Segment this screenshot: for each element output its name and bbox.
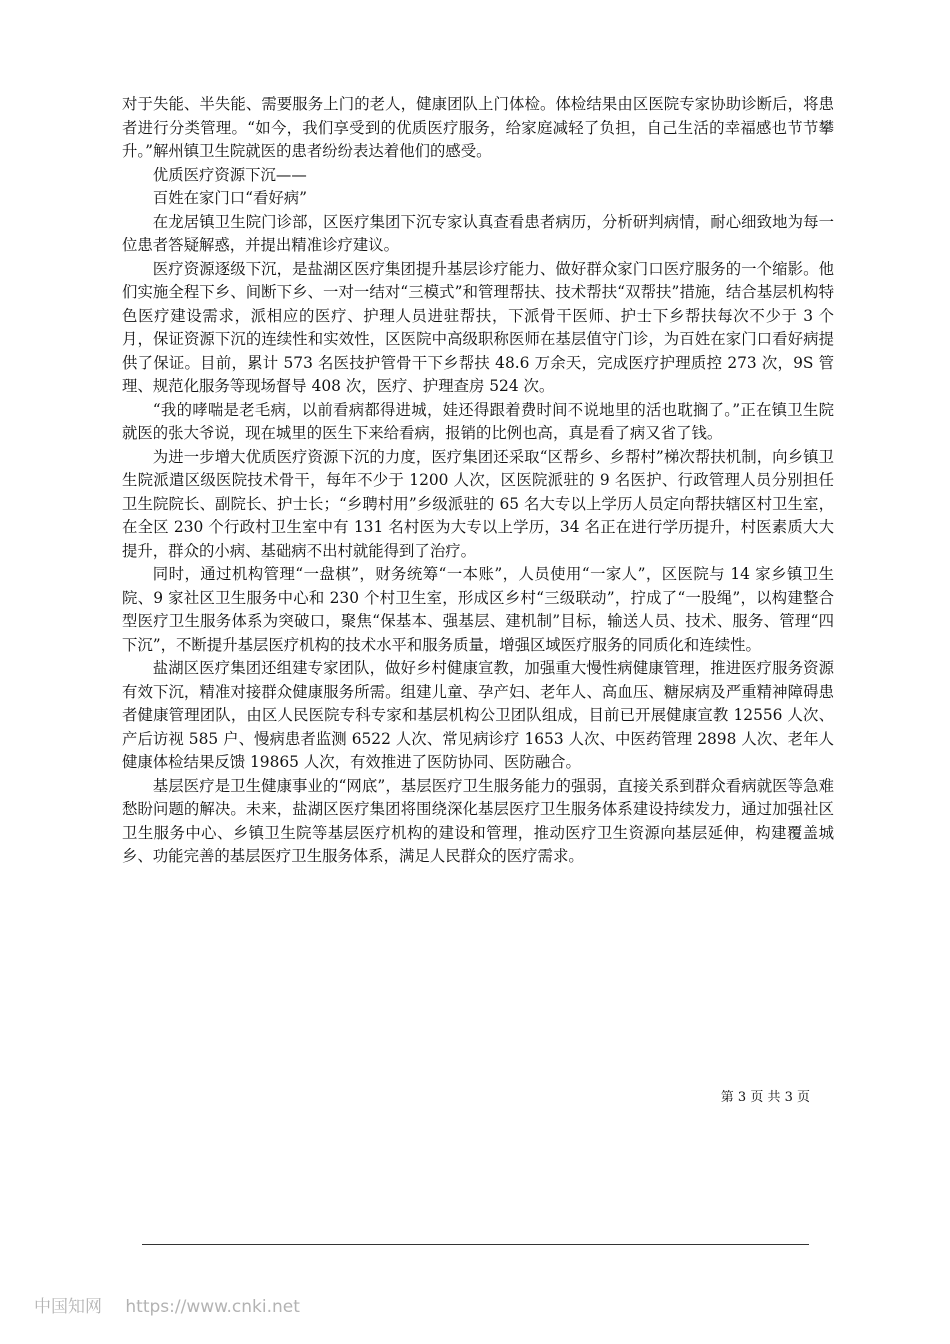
section-heading-line-2: 百姓在家门口“看好病”: [152, 189, 308, 207]
paragraph-7: 为进一步增大优质医疗资源下沉的力度，医疗集团还采取“区帮乡、乡帮村”梯次帮扶机制，向乡镇卫生院派遣区级医院技术骨干，每年不少于 1200 人次，区医院派驻的 9 名医护、行政管理人员分别担任卫生院院长、副院长、护士长；“乡聘村用”乡级派驻的 65 名大专以上学历人员定向帮扶辖区村卫生室，在全区 230 个行政村卫生室中有 131 名村医为大专以上学历，34 名正在进行学历提升，村医素质大大提升，群众的小病、基础病不出村就能得到了治疗。: [122, 447, 834, 560]
paragraph-8: 同时，通过机构管理“一盘棋”，财务统筹“一本账”，人员使用“一家人”，区医院与 14 家乡镇卫生院、9 家社区卫生服务中心和 230 个村卫生室，形成区乡村“三级联动”，拧成了“一股绳”，以构建整合型医疗卫生服务体系为突破口，聚焦“保基本、强基层、建机制”目标，输送人员、技术、服务、管理“四下沉”，不断提升基层医疗机构的技术水平和服务质量，增强区域医疗服务的同质化和连续性。: [122, 565, 834, 654]
paragraph-10: 基层医疗是卫生健康事业的“网底”，基层医疗卫生服务能力的强弱，直接关系到群众看病就医等急难愁盼问题的解决。未来，盐湖区医疗集团将围绕深化基层医疗卫生服务体系建设持续发力，通过加强社区卫生服务中心、乡镇卫生院等基层医疗机构的建设和管理，推动医疗卫生资源向基层延伸，构建覆盖城乡、功能完善的基层医疗卫生服务体系，满足人民群众的医疗需求。: [122, 776, 834, 865]
watermark-url: https://www.cnki.net: [125, 1297, 300, 1317]
paragraph-5: 医疗资源逐级下沉，是盐湖区医疗集团提升基层诊疗能力、做好群众家门口医疗服务的一个缩影。他们实施全程下乡、间断下乡、一对一结对“三模式”和管理帮扶、技术帮扶“双帮扶”措施，结合基层机构特色医疗建设需求，派相应的医疗、护理人员进驻帮扶，下派骨干医师、护士下乡帮扶每次不少于 3 个月，保证资源下沉的连续性和实效性，区医院中高级职称医师在基层值守门诊，为百姓在家门口看好病提供了保证。目前，累计 573 名医技护管骨干下乡帮扶 48.6 万余天，完成医疗护理质控 273 次，9S 管理、规范化服务等现场督导 408 次，医疗、护理查房 524 次。: [122, 259, 834, 395]
watermark-brand: 中国知网: [34, 1297, 102, 1317]
paragraph-6: “我的哮喘是老毛病，以前看病都得进城，娃还得跟着费时间不说地里的活也耽搁了。”正在镇卫生院就医的张大爷说，现在城里的医生下来给看病，报销的比例也高，真是看了病又省了钱。: [122, 400, 834, 442]
section-heading-line-1: 优质医疗资源下沉——: [152, 165, 307, 184]
page-number: 第 3 页 共 3 页: [720, 1090, 810, 1105]
paragraph-1: 对于失能、半失能、需要服务上门的老人，健康团队上门体检。体检结果由区医院专家协助诊断后，将患者进行分类管理。“如今，我们享受到的优质医疗服务，给家庭减轻了负担，自己生活的幸福感也节节攀升。”解州镇卫生院就医的患者纷纷表达着他们的感受。: [122, 95, 834, 160]
paragraph-4: 在龙居镇卫生院门诊部，区医疗集团下沉专家认真查看患者病历，分析研判病情，耐心细致地为每一位患者答疑解惑，并提出精准诊疗建议。: [122, 212, 834, 254]
footer-divider: [142, 1244, 809, 1245]
article-body: [122, 93, 834, 869]
paragraph-9: 盐湖区医疗集团还组建专家团队，做好乡村健康宣教，加强重大慢性病健康管理，推进医疗服务资源有效下沉，精准对接群众健康服务所需。组建儿童、孕产妇、老年人、高血压、糖尿病及严重精神障碍患者健康管理团队，由区人民医院专科专家和基层机构公卫团队组成，目前已开展健康宣教 12556 人次、产后访视 585 户、慢病患者监测 6522 人次、常见病诊疗 1653 人次、中医药管理 2898 人次、老年人健康体检结果反馈 19865 人次，有效推进了医防协同、医防融合。: [122, 659, 834, 771]
watermark: [34, 1292, 300, 1317]
